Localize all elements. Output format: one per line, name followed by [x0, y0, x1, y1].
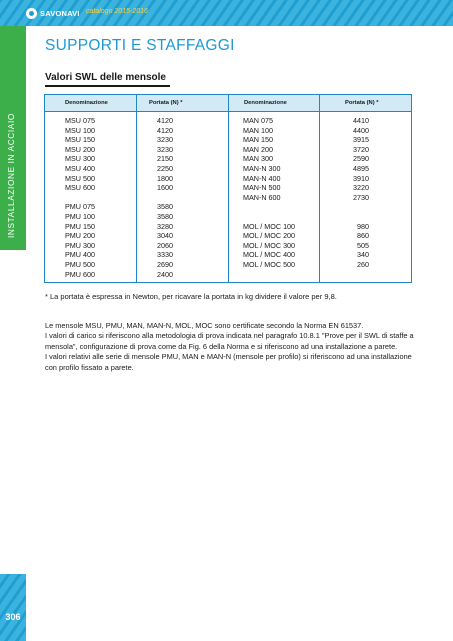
left-names-column	[65, 116, 95, 279]
table-cell-value: 2060	[157, 240, 173, 250]
table-cell-value: 2730	[353, 192, 369, 202]
table-cell-name: PMU 200	[65, 231, 95, 241]
table-cell-name: MSU 150	[65, 135, 95, 145]
table-cell-name: MOL / MOC 300	[243, 240, 296, 250]
header-portata-2: Portata (N) *	[345, 100, 379, 106]
table-cell-value: 980	[357, 221, 369, 231]
column-divider	[136, 95, 137, 282]
table-cell-name: MAN 150	[243, 135, 273, 145]
right-names-column	[243, 116, 295, 270]
table-cell-value: 3230	[157, 135, 173, 145]
catalog-label: catalogo 2015-2016	[86, 8, 148, 15]
table-cell-value: 340	[357, 250, 369, 260]
table-cell-name: MOL / MOC 100	[243, 221, 296, 231]
footnote: * La portata è espressa in Newton, per ricavare la portata in kg dividere il valore per 9,8.	[45, 292, 337, 301]
table-cell-name: MSU 100	[65, 125, 95, 135]
table-cell-name: PMU 600	[65, 269, 95, 279]
table-cell-name: MOL / MOC 400	[243, 250, 296, 260]
logo-icon	[26, 8, 37, 19]
table-cell-value: 860	[357, 231, 369, 241]
table-cell-name: MSU 400	[65, 163, 95, 173]
right-values-column	[345, 116, 369, 270]
table-cell-value: 3580	[157, 211, 173, 221]
table-cell-value: 2690	[157, 259, 173, 269]
table-cell-name: PMU 100	[65, 211, 95, 221]
table-cell-name: MSU 075	[65, 116, 95, 125]
table-cell-name: PMU 075	[65, 202, 95, 212]
sidebar-section-label: INSTALLAZIONE IN ACCIAIO	[6, 113, 16, 238]
table-cell-name: MAN-N 600	[243, 192, 281, 202]
table-cell-value	[345, 212, 369, 222]
column-divider	[319, 95, 320, 282]
table-cell-value: 3230	[157, 144, 173, 154]
table-cell-value: 4120	[157, 116, 173, 125]
note-paragraph: I valori di carico si riferiscono alla metodologia di prova indicata nel paragrafo 10.8.1 "Prove per il SWL di staffe a mensola", configurazione di prova come da Fig. 6 della Norma e si riferiscono ad una installazione a parete.	[45, 331, 414, 351]
table-cell-value: 4400	[353, 125, 369, 135]
page-title: SUPPORTI E STAFFAGGI	[45, 37, 235, 54]
table-cell-value: 3280	[157, 221, 173, 231]
header-denominazione-2: Denominazione	[244, 100, 287, 106]
brand-name: SAVONAVI	[40, 8, 80, 18]
section-title: Valori SWL delle mensole	[45, 72, 166, 83]
table-cell-value: 3915	[353, 135, 369, 145]
table-cell-name: MSU 200	[65, 144, 95, 154]
table-cell-name: MAN-N 300	[243, 163, 281, 173]
top-banner	[0, 0, 453, 26]
table-cell-name: MSU 300	[65, 154, 95, 164]
table-cell-name	[243, 202, 295, 212]
table-cell-value: 2590	[353, 154, 369, 164]
brand-logo	[26, 7, 80, 19]
table-cell-value	[345, 202, 369, 212]
table-cell-value: 1600	[157, 183, 173, 193]
note-paragraph: Le mensole MSU, PMU, MAN, MAN-N, MOL, MOC sono certificate secondo la Norma EN 61537.	[45, 321, 364, 330]
header-portata-1: Portata (N) *	[149, 100, 183, 106]
table-cell-value: 1800	[157, 173, 173, 183]
table-cell-value: 3330	[157, 250, 173, 260]
table-cell-name: MAN 300	[243, 154, 273, 164]
table-cell-name: PMU 150	[65, 221, 95, 231]
note-paragraph: I valori relativi alle serie di mensole PMU, MAN e MAN-N (mensole per profilo) si riferiscono ad una installazione con profilo fissato a parete.	[45, 352, 412, 372]
swl-table	[44, 94, 412, 283]
certification-notes	[45, 321, 415, 373]
section-underline	[45, 85, 170, 87]
table-cell-name	[65, 193, 95, 203]
table-cell-name: MOL / MOC 200	[243, 231, 296, 241]
table-cell-value: 3580	[157, 202, 173, 212]
table-cell-value: 4120	[157, 125, 173, 135]
table-cell-name	[243, 212, 295, 222]
page-number-strip	[0, 574, 26, 641]
table-cell-value: 505	[357, 240, 369, 250]
table-cell-name: MOL / MOC 500	[243, 259, 296, 269]
table-cell-value: 2250	[157, 163, 173, 173]
table-cell-value: 3720	[353, 144, 369, 154]
column-divider	[228, 95, 229, 282]
table-cell-name: MAN 100	[243, 125, 273, 135]
left-values-column	[157, 116, 173, 279]
page-number: 306	[5, 612, 21, 622]
table-cell-value	[157, 193, 173, 203]
table-cell-name: MSU 600	[65, 183, 95, 193]
table-cell-name: PMU 500	[65, 259, 95, 269]
table-cell-value: 4895	[353, 163, 369, 173]
table-cell-name: MSU 500	[65, 173, 95, 183]
table-cell-value: 260	[357, 259, 369, 269]
table-cell-value: 2400	[157, 269, 173, 279]
table-cell-value: 3220	[353, 183, 369, 193]
table-cell-name: MAN-N 400	[243, 173, 281, 183]
table-cell-name: PMU 300	[65, 240, 95, 250]
header-denominazione-1: Denominazione	[65, 100, 108, 106]
table-cell-value: 4410	[353, 116, 369, 125]
table-cell-value: 3910	[353, 173, 369, 183]
table-cell-name: MAN-N 500	[243, 183, 281, 193]
table-cell-name: MAN 200	[243, 144, 273, 154]
table-cell-name: MAN 075	[243, 116, 273, 125]
table-cell-value: 3040	[157, 231, 173, 241]
table-cell-value: 2150	[157, 154, 173, 164]
table-cell-name: PMU 400	[65, 250, 95, 260]
